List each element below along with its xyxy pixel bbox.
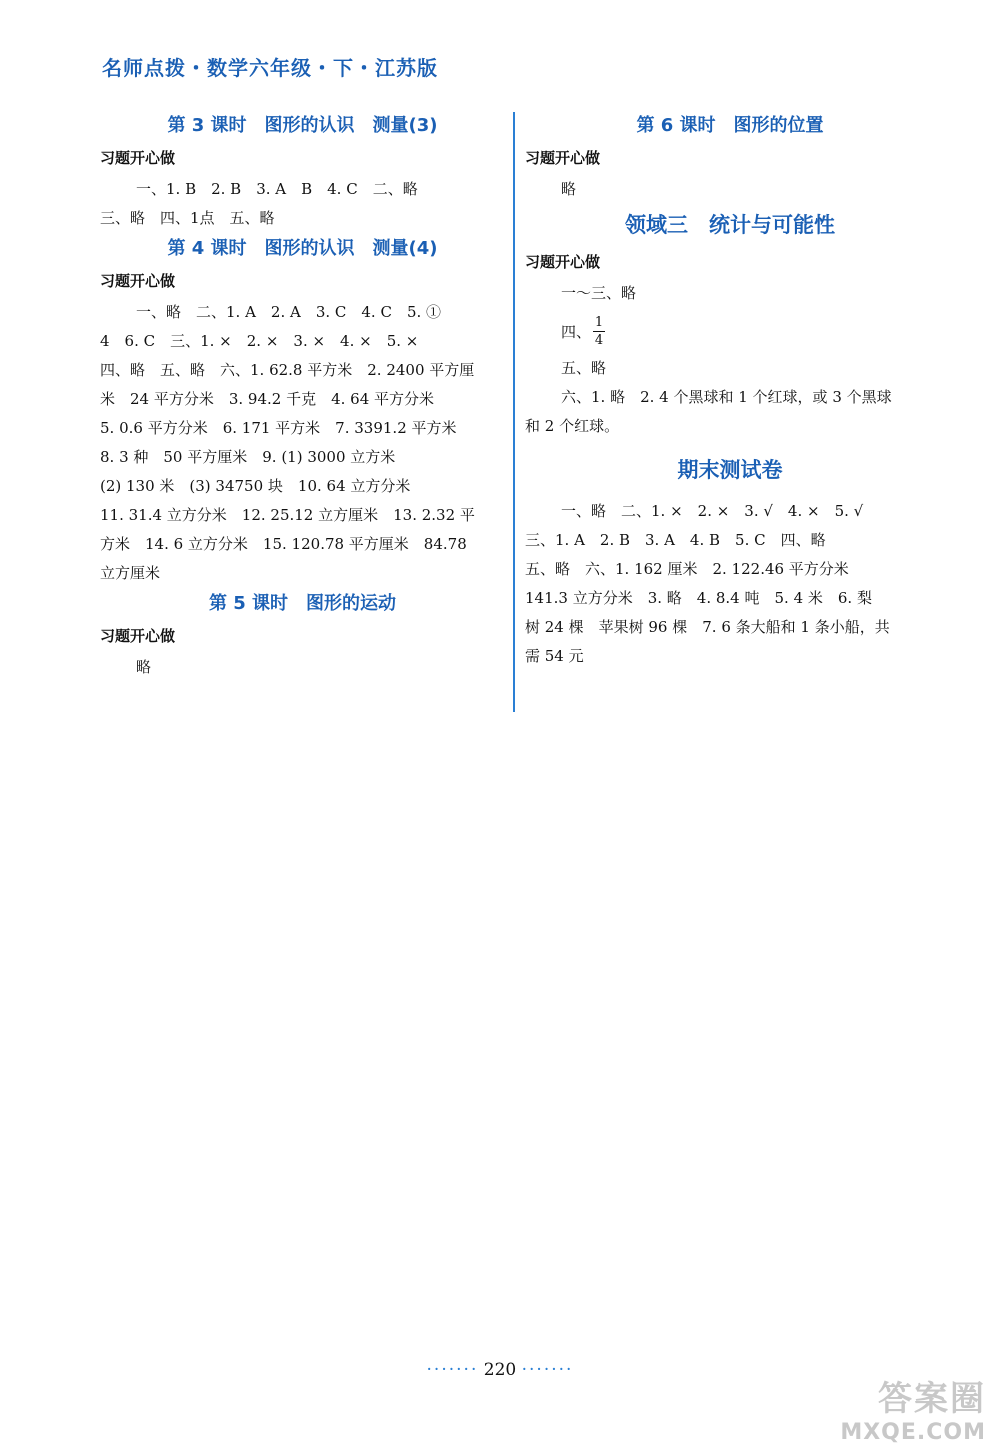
answer-line: (2) 130 米 (3) 34750 块 10. 64 立方分米 xyxy=(100,477,411,495)
answer-line: 略 xyxy=(561,180,577,198)
answer-line: 树 24 棵 苹果树 96 棵 7. 6 条大船和 1 条小船，共 xyxy=(525,618,890,636)
answer-line: 方米 14. 6 立方分米 15. 120.78 平方厘米 84.78 xyxy=(100,535,467,553)
answer-line: 需 54 元 xyxy=(525,647,584,665)
answer-line: 141.3 立方分米 3. 略 4. 8.4 吨 5. 4 米 6. 梨 xyxy=(525,589,872,607)
answer-line: 略 xyxy=(136,658,152,676)
section-title-lesson5: 第 5 课时 图形的运动 xyxy=(208,593,397,614)
subheading: 习题开心做 xyxy=(525,149,601,167)
fraction-denominator: 4 xyxy=(594,332,604,348)
answer-prefix: 四、 xyxy=(561,322,592,341)
watermark-main: 答案圈 xyxy=(878,1379,986,1419)
answer-line: 三、略 四、1点 五、略 xyxy=(100,209,275,227)
column-divider xyxy=(513,112,515,712)
section-title-lesson3: 第 3 课时 图形的认识 测量(3) xyxy=(167,115,438,136)
page-number: 220 xyxy=(483,1360,517,1380)
answer-line: 一、1. B 2. B 3. A B 4. C 二、略 xyxy=(136,180,418,198)
answer-line: 一、略 二、1. A 2. A 3. C 4. C 5. ① xyxy=(136,303,442,321)
answer-line: 三、1. A 2. B 3. A 4. B 5. C 四、略 xyxy=(525,531,826,549)
answer-line: 米 24 平方分米 3. 94.2 千克 4. 64 平方分米 xyxy=(100,390,435,408)
answer-line-fraction xyxy=(525,308,935,354)
book-header: 名师点拨・数学六年级・下・江苏版 xyxy=(102,56,438,80)
answer-line: 五、略 六、1. 162 厘米 2. 122.46 平方分米 xyxy=(525,560,849,578)
section-title-final-exam: 期末测试卷 xyxy=(677,458,783,482)
fraction-bar xyxy=(593,331,605,332)
answer-line: 8. 3 种 50 平方厘米 9. (1) 3000 立方米 xyxy=(100,448,396,466)
answer-line: 11. 31.4 立方分米 12. 25.12 立方厘米 13. 2.32 平 xyxy=(100,506,475,524)
answer-line: 六、1. 略 2. 4 个黑球和 1 个红球，或 3 个黑球 xyxy=(561,388,892,406)
answer-line: 一、略 二、1. × 2. × 3. √ 4. × 5. √ xyxy=(561,502,864,520)
watermark-sub: MXQE.COM xyxy=(840,1420,986,1445)
left-column xyxy=(100,110,505,682)
footer-dots-left: ······· xyxy=(426,1360,479,1380)
section-title-lesson4: 第 4 课时 图形的认识 测量(4) xyxy=(167,238,438,259)
answer-line: 四、略 五、略 六、1. 62.8 平方米 2. 2400 平方厘 xyxy=(100,361,475,379)
subheading: 习题开心做 xyxy=(100,627,176,645)
answer-line: 5. 0.6 平方分米 6. 171 平方米 7. 3391.2 平方米 xyxy=(100,419,457,437)
right-column xyxy=(525,110,935,671)
answer-line: 五、略 xyxy=(561,359,607,377)
fraction-numerator: 1 xyxy=(594,314,604,330)
answer-line: 一～三、略 xyxy=(561,284,637,302)
subheading: 习题开心做 xyxy=(100,272,176,290)
section-title-lesson6: 第 6 课时 图形的位置 xyxy=(636,115,824,136)
subheading: 习题开心做 xyxy=(100,149,176,167)
subheading: 习题开心做 xyxy=(525,253,601,271)
watermark-logo xyxy=(840,1371,986,1445)
answer-line: 4 6. C 三、1. × 2. × 3. × 4. × 5. × xyxy=(100,332,419,350)
fraction xyxy=(593,315,605,348)
answer-line: 立方厘米 xyxy=(100,564,161,582)
footer-dots-right: ······· xyxy=(521,1360,574,1380)
answer-line: 和 2 个红球。 xyxy=(525,417,620,435)
section-title-area3: 领域三 统计与可能性 xyxy=(625,213,835,237)
